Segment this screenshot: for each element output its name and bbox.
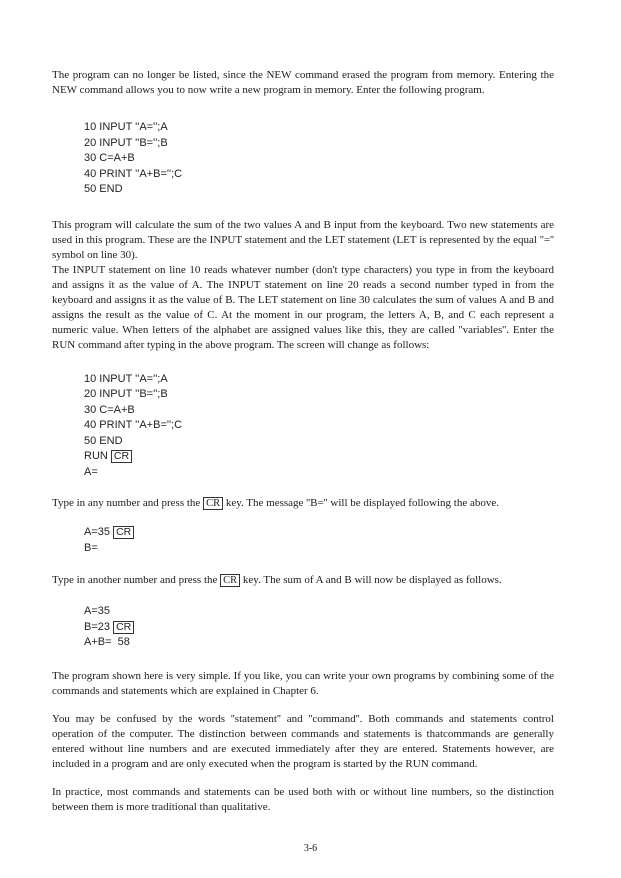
cr-key-icon: CR <box>111 450 132 463</box>
paragraph-statement-command: You may be confused by the words ''statement'' and ''command''. Both commands and statements control operation of the computer. The distinction between commands and statements is thatcommands are generally entered without line numbers and are executed immediately after they are entered. Statements however, are included in a program and are only executed when the program is started by the RUN command. <box>52 712 554 770</box>
code-line: 10 INPUT ''A='';A <box>84 372 168 385</box>
text-fragment: key. The message ''B='' will be displayed following the above. <box>225 497 500 509</box>
code-line: 50 END <box>84 434 123 447</box>
code-line: 50 END <box>84 183 123 195</box>
code-text: B=23 <box>84 620 110 633</box>
cr-key-icon: CR <box>113 526 134 539</box>
cr-key-icon: CR <box>220 574 240 587</box>
code-line-run <box>84 449 554 465</box>
code-line-a <box>84 525 554 541</box>
paragraph-explanation: This program will calculate the sum of the two values A and B input from the keyboard. Two new statements are used in this program. These are the INPUT statement and the LET statement (LET is represented by the equal ''='' symbol on line 30). <box>52 218 554 261</box>
paragraph-input-statement: The INPUT statement on line 10 reads whatever number (don't type characters) you type in from the keyboard and assigns it as the value of A. The INPUT statement on line 20 reads a second number typed in from the keyboard and assigns it as the value of B. The LET statement on line 30 calculates the sum of values A and B and assigns the result as the value of C. At the moment in our program, the letters A, B, and C each represent a numeric value. When letters of the alphabet are assigned values like this, they are called ''variables''. Enter the RUN command after typing in the above program. The screen will change as follows: <box>52 263 554 351</box>
code-line-b <box>84 620 554 636</box>
code-line: 40 PRINT ''A+B='';C <box>84 167 183 180</box>
text-fragment: Type in any number and press the <box>52 497 201 509</box>
cr-key-icon: CR <box>113 621 134 634</box>
code-line: 30 C=A+B <box>84 403 135 416</box>
page-content <box>52 68 554 815</box>
code-listing-3 <box>52 525 554 556</box>
code-line-prompt: A= <box>84 465 98 478</box>
run-command: RUN <box>84 450 108 462</box>
code-line: 30 C=A+B <box>84 152 135 164</box>
code-text: A=35 <box>84 526 110 538</box>
code-line: 20 INPUT ''B='';B <box>84 388 168 400</box>
code-line-a: A=35 <box>84 605 110 617</box>
paragraph-simple-program: The program shown here is very simple. If you like, you can write your own programs by combining some of the commands and statements which are explained in Chapter 6. <box>52 669 554 697</box>
code-line: 40 PRINT ''A+B='';C <box>84 419 183 431</box>
code-line: 20 INPUT ''B='';B <box>84 136 168 149</box>
page-number: 3-6 <box>303 843 318 854</box>
text-fragment: Type in another number and press the <box>52 574 218 586</box>
text-fragment: key. The sum of A and B will now be displayed as follows. <box>242 574 502 586</box>
paragraph-practice: In practice, most commands and statements can be used both with or without line numbers, so the distinction between them is more traditional than qualitative. <box>52 785 554 813</box>
paragraph-type-number <box>52 496 554 511</box>
paragraph-type-another <box>52 573 554 588</box>
code-listing-2 <box>52 372 554 481</box>
code-line-c: A+B= 58 <box>84 636 130 648</box>
cr-key-icon: CR <box>203 497 223 510</box>
code-listing-1 <box>52 120 554 198</box>
code-line: 10 INPUT ''A='';A <box>84 121 168 133</box>
code-listing-4 <box>52 604 554 651</box>
paragraph-intro: The program can no longer be listed, since the NEW command erased the program from memory. Entering the NEW command allows you to now write a new program in memory. Enter the following program. <box>52 69 554 96</box>
code-line-b: B= <box>84 541 98 554</box>
